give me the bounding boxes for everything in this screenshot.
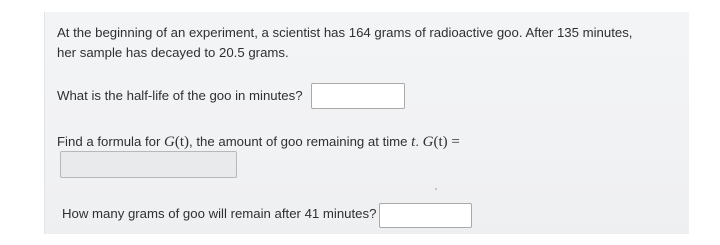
intro-line-2: her sample has decayed to 20.5 grams. [57,45,289,60]
problem-panel [44,12,689,234]
half-life-input[interactable] [311,83,405,109]
formula-input[interactable] [60,151,237,178]
remaining-input[interactable] [379,203,472,228]
formula-time-var: t [411,134,416,150]
formula-lhs-arg: (t) [433,134,448,150]
formula-equals-sign: = [451,134,460,150]
formula-question-prefix: Find a formula for [57,134,165,149]
intro-line-1: At the beginning of an experiment, a scientist has 164 grams of radioactive goo. After 135 minutes, [57,25,633,40]
formula-question-dot: . [415,134,423,149]
half-life-question: What is the half-life of the goo in minutes? [57,88,303,103]
scan-speck [435,188,437,190]
remaining-question: How many grams of goo will remain after 41 minutes? [62,206,377,221]
formula-question-middle: , the amount of goo remaining at time [189,134,412,149]
formula-question [57,131,460,153]
formula-func-arg: (t) [174,134,190,150]
formula-func-symbol: G [164,134,175,150]
formula-lhs-symbol: G [422,134,434,150]
